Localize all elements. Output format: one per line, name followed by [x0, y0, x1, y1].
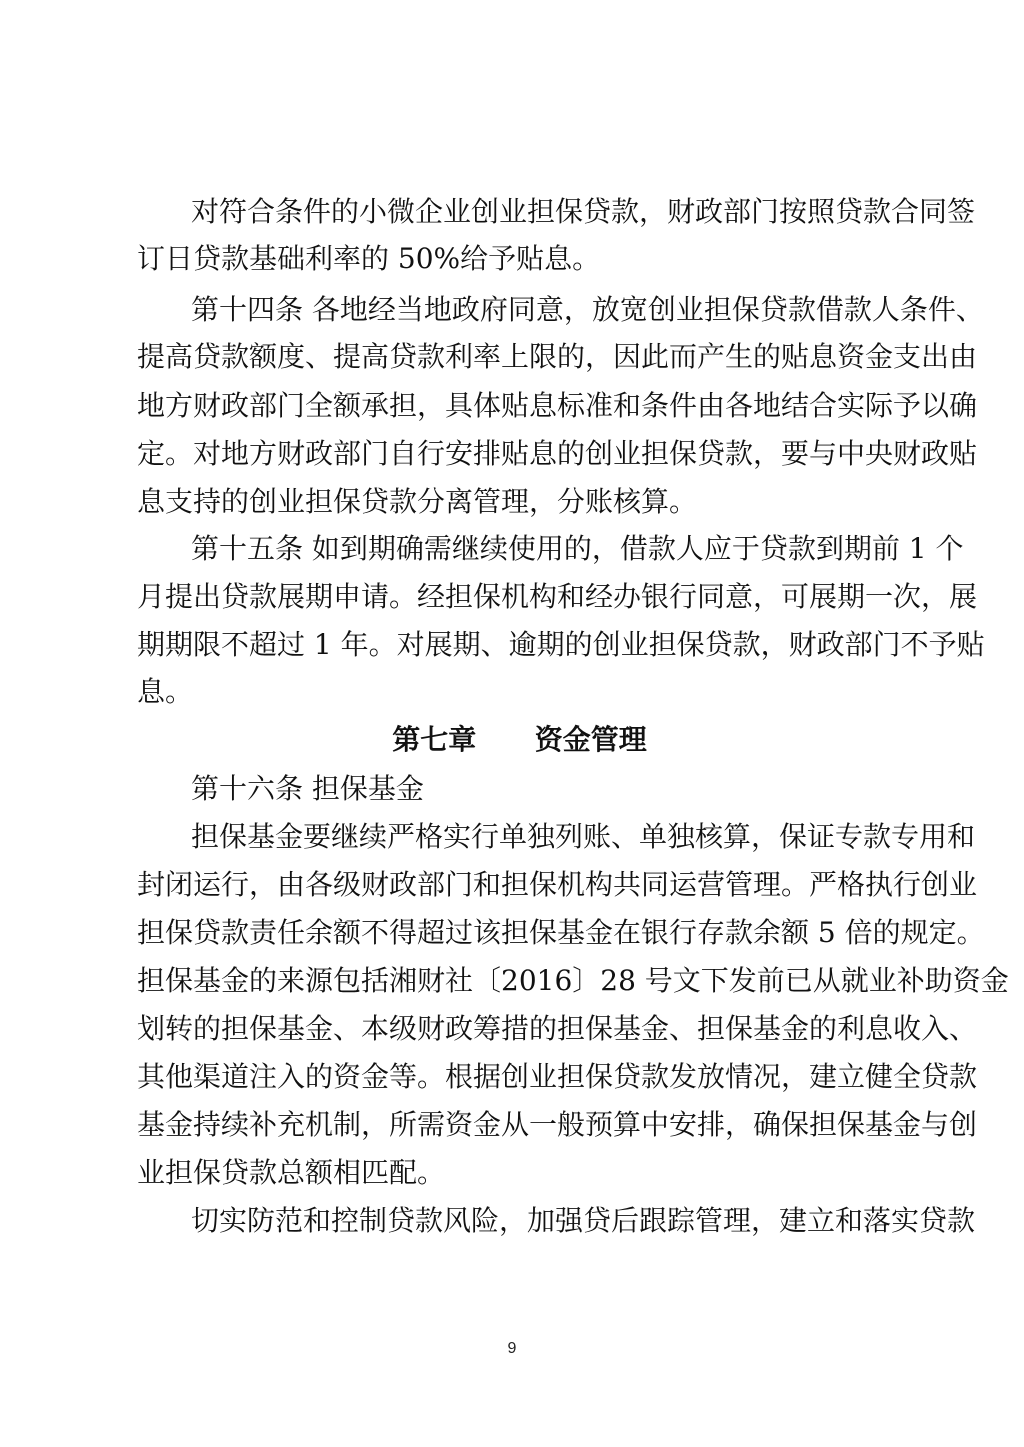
paragraph-line: 第十五条 如到期确需继续使用的，借款人应于贷款到期前 1 个 — [191, 532, 964, 565]
paragraph-line: 切实防范和控制贷款风险，加强贷后跟踪管理，建立和落实贷款 — [191, 1204, 976, 1237]
paragraph-line: 业担保贷款总额相匹配。 — [137, 1156, 446, 1189]
paragraph-line: 息。 — [137, 675, 194, 708]
paragraph-line: 定。对地方财政部门自行安排贴息的创业担保贷款，要与中央财政贴 — [137, 437, 978, 470]
paragraph-line: 其他渠道注入的资金等。根据创业担保贷款发放情况，建立健全贷款 — [137, 1060, 978, 1093]
paragraph-line: 息支持的创业担保贷款分离管理，分账核算。 — [137, 485, 698, 518]
paragraph-line: 担保基金要继续严格实行单独列账、单独核算，保证专款专用和 — [191, 820, 976, 853]
paragraph-line: 提高贷款额度、提高贷款利率上限的，因此而产生的贴息资金支出由 — [137, 340, 978, 373]
paragraph-line: 担保基金的来源包括湘财社〔2016〕28 号文下发前已从就业补助资金 — [137, 964, 1009, 997]
paragraph-line: 基金持续补充机制，所需资金从一般预算中安排，确保担保基金与创 — [137, 1108, 978, 1141]
paragraph-line: 地方财政部门全额承担，具体贴息标准和条件由各地结合实际予以确 — [137, 389, 978, 422]
paragraph-line: 封闭运行，由各级财政部门和担保机构共同运营管理。严格执行创业 — [137, 868, 978, 901]
article-title: 第十六条 担保基金 — [191, 772, 424, 805]
page-number: 9 — [507, 1340, 517, 1357]
paragraph-line: 期期限不超过 1 年。对展期、逾期的创业担保贷款，财政部门不予贴 — [137, 628, 985, 661]
paragraph-line: 第十四条 各地经当地政府同意，放宽创业担保贷款借款人条件、 — [191, 293, 984, 326]
paragraph-line: 月提出贷款展期申请。经担保机构和经办银行同意，可展期一次，展 — [137, 580, 978, 613]
paragraph-line: 订日贷款基础利率的 50%给予贴息。 — [137, 242, 601, 275]
paragraph-line: 担保贷款责任余额不得超过该担保基金在银行存款余额 5 倍的规定。 — [137, 916, 985, 949]
paragraph-line: 划转的担保基金、本级财政筹措的担保基金、担保基金的利息收入、 — [137, 1012, 978, 1045]
chapter-heading: 第七章 资金管理 — [392, 723, 647, 756]
paragraph-line: 对符合条件的小微企业创业担保贷款，财政部门按照贷款合同签 — [191, 195, 976, 228]
